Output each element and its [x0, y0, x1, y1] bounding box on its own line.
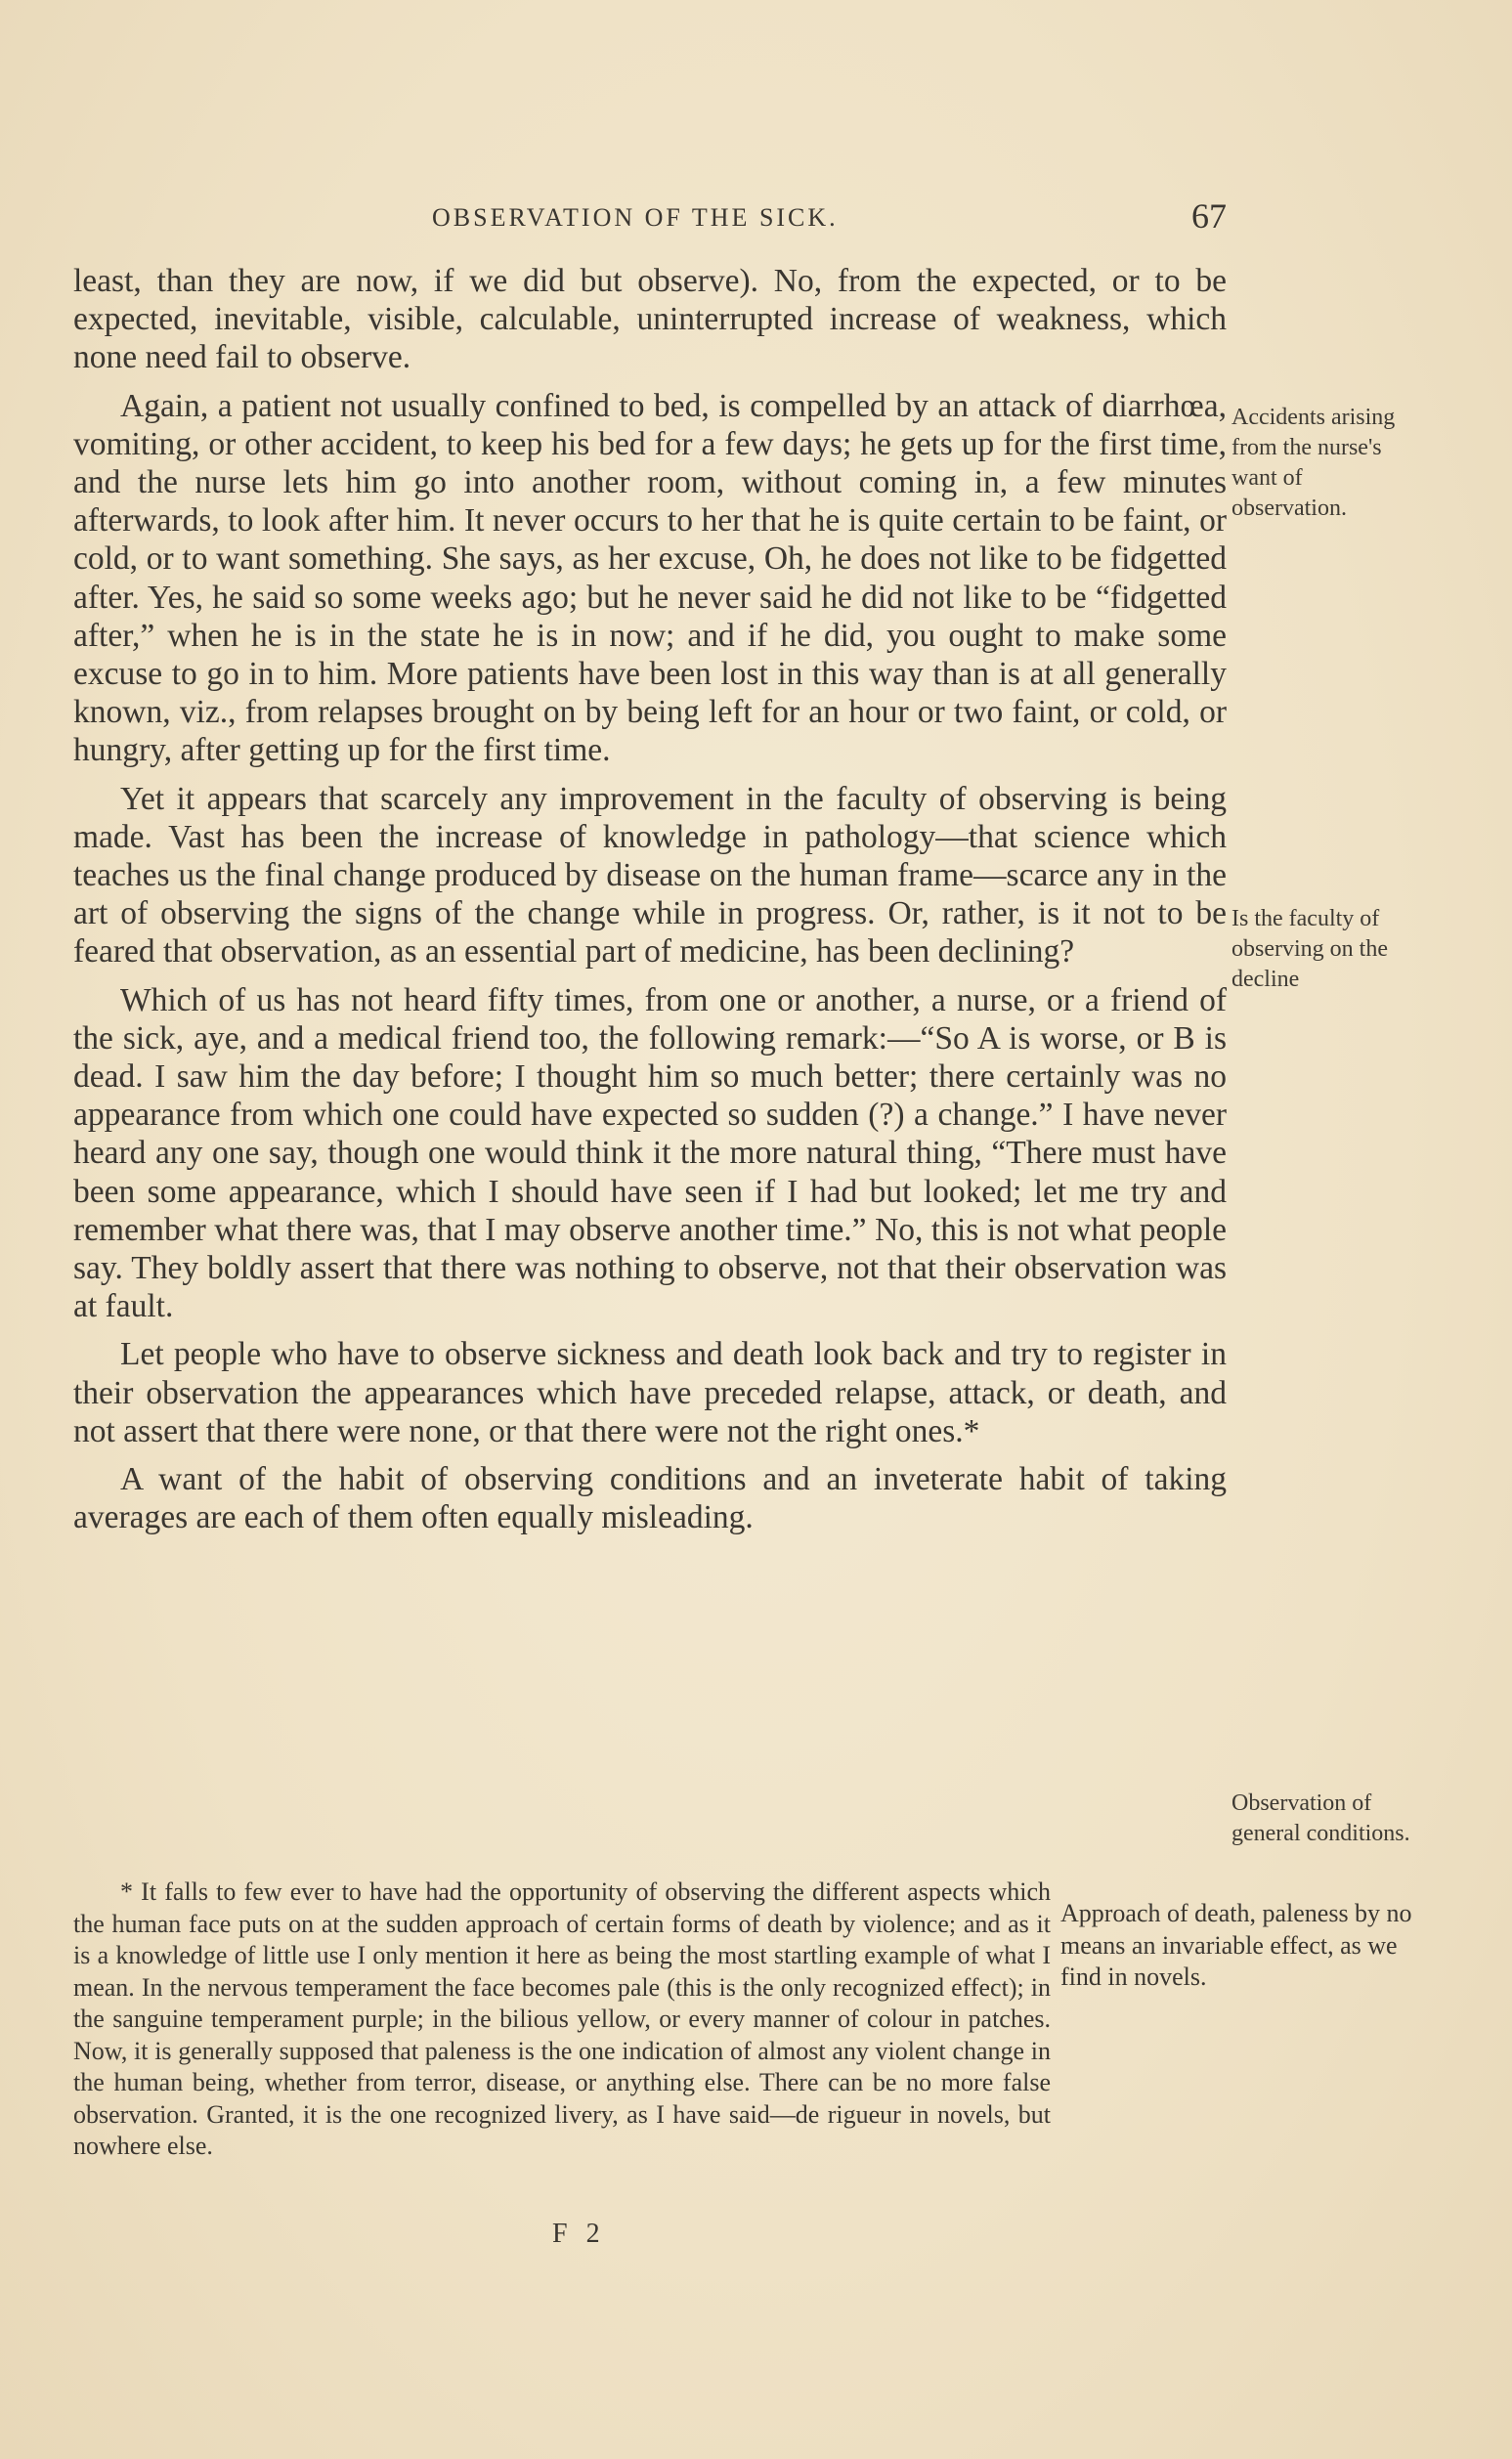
paragraph: Which of us has not heard fifty times, from one or another, a nurse, or a friend of the sick, aye, and a medical friend too, the following remark:—“So A is worse, or B is dead. I saw him the day before; I thought him so much better; there certainly was no appearance from which one could have expected so sudden (?) a change.” I have never heard any one say, though one would think it the more natural thing, “There must have been some appearance, which I should have seen if I had but looked; let me try and remember what there was, that I may observe another time.” No, this is not what people say. They boldly assert that there was nothing to observe, not that their observation was at fault.	[73, 981, 1227, 1325]
page-header	[73, 195, 1227, 244]
paragraph: A want of the habit of observing conditions and an inveterate habit of taking averages are each of them often equally misleading.	[73, 1461, 1227, 1536]
paragraph: Let people who have to observe sickness and death look back and try to register in their observation the appearances which have preceded relapse, attack, or death, and not assert that there were none, or that there were not the right ones.*	[73, 1336, 1227, 1449]
footnote-side-text: Approach of death, paleness by no means an invariable effect, as we find in novels.	[1060, 1899, 1412, 1991]
running-head: OBSERVATION OF THE SICK.	[432, 203, 839, 232]
paragraph: Yet it appears that scarcely any improvement in the faculty of observing is being made. Vast has been the increase of knowledge in pathology—that science which teaches us the final change produced by disease on the human frame—scarce any in the art of observing the signs of the change while in progress. Or, rather, is it not to be feared that observation, as an essential part of medicine, has been declining?	[73, 780, 1227, 971]
main-text	[73, 262, 1227, 1547]
side-note: Is the faculty of observing on the decline	[1231, 906, 1388, 992]
signature-mark: F 2	[552, 2219, 606, 2249]
footnote: * It falls to few ever to have had the opportunity of observing the different aspects which the human face puts on at the sudden approach of certain forms of death by violence; and as it is a knowledge of little use I only mention it here as being the most startling example of what I mean. In the nervous temperament the face becomes pale (this is the only recognized effect); in the sanguine temperament purple; in the bilious yellow, or every manner of colour in patches. Now, it is generally supposed that paleness is the one indication of almost any violent change in the human being, whether from terror, disease, or anything else. There can be no more false observation. Granted, it is the one recognized livery, as I have said—de rigueur in novels, but nowhere else.	[73, 1877, 1051, 2160]
side-note: Observation of general conditions.	[1231, 1790, 1410, 1846]
paragraph: Again, a patient not usually confined to bed, is compelled by an attack of diarrhœa, vomiting, or other accident, to keep his bed for a few days; he gets up for the first time, and the nurse lets him go into another room, without coming in, a few minutes afterwards, to look after him. It never occurs to her that he is quite certain to be faint, or cold, or to want something. She says, as her excuse, Oh, he does not like to be fidgetted after. Yes, he said so some weeks ago; but he never said he did not like to be “fidgetted after,” when he is in the state he is in now; and if he did, you ought to make some excuse to go in to him. More patients have been lost in this way than is at all generally known, viz., from relapses brought on by being left for an hour or two faint, or cold, or hungry, after getting up for the first time.	[73, 387, 1227, 769]
side-note: Accidents arising from the nurse's want of observation.	[1231, 405, 1396, 521]
page-number: 67	[1191, 196, 1227, 236]
paragraph: least, than they are now, if we did but observe). No, from the expected, or to be expected, inevitable, visible, calculable, uninterrupted increase of weakness, which none need fail to observe.	[73, 263, 1227, 376]
